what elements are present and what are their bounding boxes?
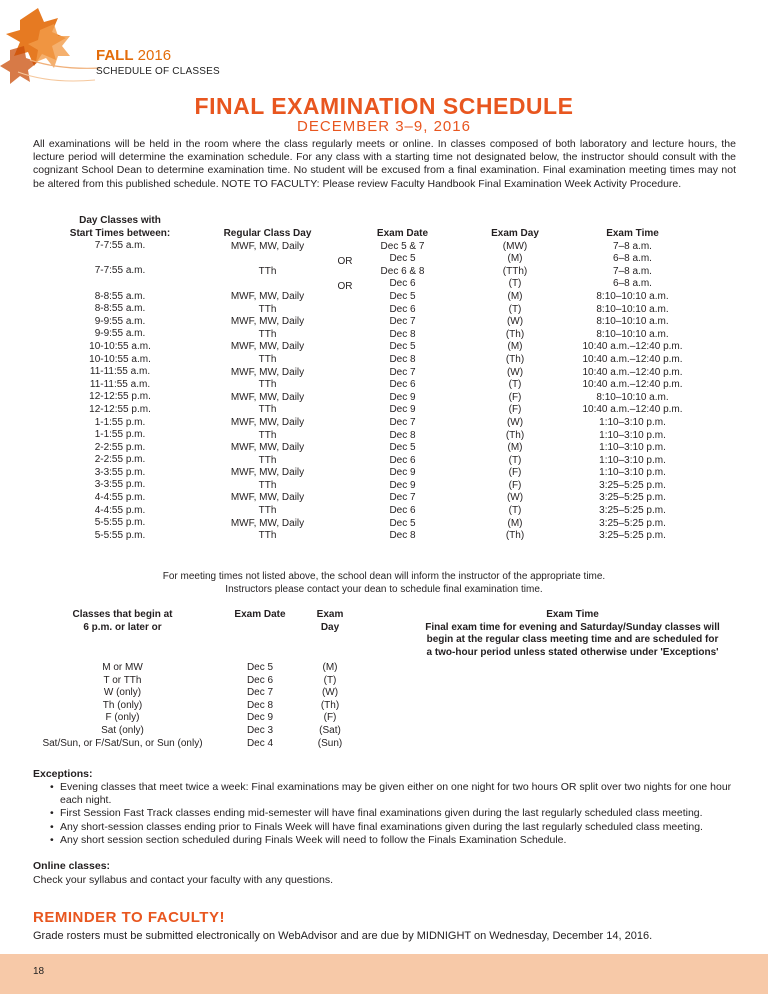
evening-date-cell: Dec 4 <box>246 737 274 749</box>
exam-date-cell: Dec 8 <box>389 328 416 340</box>
exception-text: Any short session section scheduled during Finals Week will need to follow the Finals Examination Schedule. <box>60 833 567 846</box>
start-time-cell: 11-11:55 a.m. <box>89 366 151 378</box>
online-classes-text: Check your syllabus and contact your faculty with any questions. <box>33 874 333 886</box>
exception-text: First Session Fast Track classes ending mid-semester will have final examinations given during the last regularly scheduled class meeting. <box>60 807 703 820</box>
exam-date-cell: Dec 5 <box>389 253 416 265</box>
note-line: For meeting times not listed above, the school dean will inform the instructor of the appropriate time. <box>162 571 606 582</box>
bullet-icon: • <box>50 820 54 833</box>
exam-day-header: Exam Day <box>491 228 539 239</box>
start-time-cell: 12-12:55 p.m. <box>89 391 151 403</box>
evening-time-header <box>400 609 745 659</box>
exam-time-cell: 3:25–5:25 p.m. <box>599 505 666 517</box>
bullet-icon: • <box>50 833 54 846</box>
regular-day-cell: TTh <box>258 328 277 340</box>
evening-start-header-line1: Classes that begin at <box>72 609 173 620</box>
exceptions-heading: Exceptions: <box>33 768 93 780</box>
exam-date-cell: Dec 9 <box>389 404 416 416</box>
start-time-cell: 10-10:55 a.m. <box>89 340 151 352</box>
evening-day-cell: (M) <box>322 662 338 673</box>
exam-date-cell: Dec 8 <box>389 429 416 441</box>
evening-start-list <box>30 662 215 750</box>
exam-time-cell: 10:40 a.m.–12:40 p.m. <box>582 379 683 391</box>
evening-day-header <box>305 609 355 634</box>
exception-item <box>33 781 743 807</box>
autumn-leaves-logo <box>0 0 110 100</box>
regular-day-cell: MWF, MW, Daily <box>230 240 305 252</box>
start-time-cell: 3-3:55 p.m. <box>94 466 146 478</box>
evening-start-cell: W (only) <box>103 687 142 699</box>
evening-day-cell: (F) <box>323 712 337 724</box>
start-times-header-line2: Start Times between: <box>69 227 171 239</box>
exam-time-cell: 8:10–10:10 a.m. <box>596 290 669 302</box>
exam-time-cell: 3:25–5:25 p.m. <box>599 530 666 542</box>
evening-day-header-line2: Day <box>320 621 340 633</box>
regular-day-cell: TTh <box>258 265 277 277</box>
semester-label <box>96 47 171 65</box>
schedule-subtitle: SCHEDULE OF CLASSES <box>96 66 220 77</box>
bullet-icon: • <box>50 781 54 793</box>
exam-day-cell: (T) <box>508 454 522 466</box>
reminder-text: Grade rosters must be submitted electronically on WebAdvisor and are due by MIDNIGHT on Wednesday, December 14, 2016. <box>33 930 653 942</box>
start-time-cell: 1-1:55 p.m. <box>94 416 146 428</box>
exam-day-cell: (M) <box>507 290 523 302</box>
exam-date-cell: Dec 9 <box>389 467 416 479</box>
exam-date-cell: Dec 6 & 8 <box>380 265 425 277</box>
reminder-heading: REMINDER TO FACULTY! <box>33 909 225 926</box>
evening-start-header <box>30 609 215 634</box>
exam-day-cell: (W) <box>506 416 524 428</box>
exam-day-cell: (M) <box>507 442 523 454</box>
evening-day-list <box>305 662 355 750</box>
exam-time-cell: 3:25–5:25 p.m. <box>599 492 666 504</box>
exception-item <box>33 807 743 820</box>
exception-item <box>33 821 743 834</box>
exam-date-cell: Dec 6 <box>389 505 416 517</box>
evening-date-header: Exam Date <box>234 609 286 620</box>
exam-time-cell: 8:10–10:10 a.m. <box>596 328 669 340</box>
evening-day-cell: (Sun) <box>317 737 343 749</box>
exam-time-cell: 7–8 a.m. <box>613 240 652 252</box>
exam-time-cell: 1:10–3:10 p.m. <box>599 416 666 428</box>
evening-day-cell: (Sat) <box>319 724 341 736</box>
exam-date-cell: Dec 7 <box>389 492 416 504</box>
exam-day-cell: (F) <box>508 467 522 479</box>
start-time-cell: 11-11:55 a.m. <box>89 378 151 390</box>
evening-time-header-line3: begin at the regular class meeting time and are scheduled for <box>426 634 719 646</box>
exam-date-cell: Dec 5 <box>389 442 416 454</box>
regular-day-cell: TTh <box>258 303 277 315</box>
regular-day-cell: MWF, MW, Daily <box>230 391 305 403</box>
start-time-cell: 2-2:55 p.m. <box>94 441 146 453</box>
exam-date-cell: Dec 7 <box>389 316 416 328</box>
note-line: Instructors please contact your dean to schedule final examination time. <box>225 583 543 595</box>
online-classes-heading: Online classes: <box>33 860 111 872</box>
regular-day-cell: MWF, MW, Daily <box>230 316 305 328</box>
exam-date-cell: Dec 8 <box>389 353 416 365</box>
evening-day-header-line1: Exam <box>316 609 344 620</box>
exam-day-cell: (T) <box>508 278 522 290</box>
evening-start-cell: F (only) <box>105 712 140 724</box>
exam-date-cell: Dec 5 <box>389 517 416 529</box>
exam-time-cell: 10:40 a.m.–12:40 p.m. <box>582 404 683 416</box>
exam-time-cell: 3:25–5:25 p.m. <box>599 479 666 491</box>
exam-date-cell: Dec 5 & 7 <box>380 240 425 252</box>
exam-date-cell: Dec 5 <box>389 341 416 353</box>
regular-day-cell: MWF, MW, Daily <box>230 442 305 454</box>
regular-day-cell: MWF, MW, Daily <box>230 467 305 479</box>
bullet-icon: • <box>50 807 54 820</box>
exam-day-cell: (Th) <box>505 328 525 340</box>
regular-day-cell: TTh <box>258 404 277 416</box>
start-time-cell: 8-8:55 a.m. <box>94 290 146 302</box>
exam-date-range: DECEMBER 3–9, 2016 <box>297 118 471 135</box>
evening-start-header-line2: 6 p.m. or later or <box>83 621 162 633</box>
regular-day-cell: TTh <box>258 479 277 491</box>
exam-time-cell: 10:40 a.m.–12:40 p.m. <box>582 366 683 378</box>
exam-date-cell: Dec 7 <box>389 366 416 378</box>
regular-day-header: Regular Class Day <box>223 228 312 239</box>
start-times-column <box>55 215 185 542</box>
exam-day-cell: (MW) <box>502 240 528 252</box>
regular-day-cell: MWF, MW, Daily <box>230 517 305 529</box>
evening-day-cell: (W) <box>321 687 339 699</box>
start-time-cell: 8-8:55 a.m. <box>94 303 146 315</box>
exception-text: Any short-session classes ending prior to Finals Week will have final examinations given during the last regularly scheduled class meeting. <box>60 820 703 833</box>
exam-date-column <box>365 228 440 543</box>
exam-time-cell: 7–8 a.m. <box>613 265 652 277</box>
evening-date-cell: Dec 3 <box>246 724 274 736</box>
evening-start-cell: M or MW <box>102 662 143 673</box>
start-time-cell: 9-9:55 a.m. <box>94 328 146 340</box>
exam-date-cell: Dec 7 <box>389 416 416 428</box>
regular-day-cell: TTh <box>258 454 277 466</box>
exam-time-cell: 10:40 a.m.–12:40 p.m. <box>582 353 683 365</box>
exam-day-cell: (F) <box>508 391 522 403</box>
exam-date-cell: Dec 6 <box>389 303 416 315</box>
regular-day-cell: TTh <box>258 530 277 542</box>
regular-day-cell: MWF, MW, Daily <box>230 290 305 302</box>
exam-day-cell: (W) <box>506 366 524 378</box>
exam-time-cell: 1:10–3:10 p.m. <box>599 454 666 466</box>
exception-item <box>33 834 743 847</box>
exceptions-list <box>33 781 743 847</box>
exam-day-cell: (F) <box>508 479 522 491</box>
exam-day-cell: (F) <box>508 404 522 416</box>
evening-start-cell: Th (only) <box>102 699 143 711</box>
start-time-cell: 4-4:55 p.m. <box>94 492 146 504</box>
exam-day-cell: (M) <box>507 517 523 529</box>
start-time-cell: 7-7:55 a.m. <box>94 240 146 252</box>
exam-date-cell: Dec 6 <box>389 454 416 466</box>
evening-start-cell: T or TTh <box>103 674 142 686</box>
regular-day-cell: MWF, MW, Daily <box>230 366 305 378</box>
exam-day-cell: (Th) <box>505 353 525 365</box>
semester-year: 2016 <box>137 47 172 64</box>
page-number: 18 <box>33 966 45 977</box>
regular-day-column <box>200 228 335 543</box>
exception-text: Evening classes that meet twice a week: Final examinations may be given either on one night for two hours OR split over two nights for one hour each night. <box>60 781 732 807</box>
exam-day-column <box>485 228 545 543</box>
evening-time-header-line2: Final exam time for evening and Saturday/Sunday classes will <box>425 621 720 633</box>
evening-day-cell: (T) <box>323 674 337 686</box>
start-time-cell: 10-10:55 a.m. <box>89 353 151 365</box>
or-label: OR <box>337 256 353 267</box>
exam-date-header: Exam Date <box>376 228 429 239</box>
or-label: OR <box>337 281 353 293</box>
exam-time-cell: 6–8 a.m. <box>613 253 652 265</box>
unlisted-times-note <box>100 571 668 596</box>
exam-time-cell: 8:10–10:10 a.m. <box>596 391 669 403</box>
evening-date-cell: Dec 7 <box>246 687 274 699</box>
exam-day-cell: (TTh) <box>502 265 528 277</box>
fall-word: FALL <box>96 47 134 64</box>
start-times-header-line1: Day Classes with <box>79 215 161 226</box>
evening-start-cell: Sat (only) <box>101 724 144 736</box>
footer-bar <box>0 954 768 994</box>
start-time-cell: 7-7:55 a.m. <box>94 265 146 277</box>
exam-date-cell: Dec 6 <box>389 278 416 290</box>
exam-time-cell: 6–8 a.m. <box>613 278 652 290</box>
intro-paragraph: All examinations will be held in the room where the class regularly meets or online. In classes composed of both laboratory and lecture hours, the lecture period will determine the examination schedule. For any class with a starting time not designated below, the instructor should consult with the cognizant School Dean to determine examination time. No student will be excused from a final examination. Final examination meeting times may not be altered from this published schedule. NOTE TO FACULTY: Please review Faculty Handbook Final Examination Week Activity Procedure. <box>33 138 736 190</box>
start-time-cell: 5-5:55 p.m. <box>94 529 146 541</box>
exam-date-cell: Dec 9 <box>389 391 416 403</box>
start-time-cell: 9-9:55 a.m. <box>94 315 146 327</box>
exam-day-cell: (W) <box>506 492 524 504</box>
exam-time-cell: 1:10–3:10 p.m. <box>599 442 666 454</box>
regular-day-cell: TTh <box>258 379 277 391</box>
exam-time-cell: 1:10–3:10 p.m. <box>599 429 666 441</box>
exam-date-cell: Dec 8 <box>389 530 416 542</box>
evening-date-list <box>230 662 290 750</box>
evening-time-header-line4: a two-hour period unless stated otherwise under 'Exceptions' <box>426 646 719 658</box>
regular-day-cell: TTh <box>258 353 277 365</box>
regular-day-cell: MWF, MW, Daily <box>230 341 305 353</box>
page-title: FINAL EXAMINATION SCHEDULE <box>194 93 574 119</box>
evening-date-cell: Dec 6 <box>246 674 274 686</box>
exam-time-cell: 1:10–3:10 p.m. <box>599 467 666 479</box>
or-column <box>330 256 360 294</box>
regular-day-cell: MWF, MW, Daily <box>230 416 305 428</box>
start-time-cell: 2-2:55 p.m. <box>94 454 146 466</box>
regular-day-cell: MWF, MW, Daily <box>230 492 305 504</box>
evening-day-cell: (Th) <box>320 699 340 711</box>
exam-time-cell: 3:25–5:25 p.m. <box>599 517 666 529</box>
regular-day-cell: TTh <box>258 429 277 441</box>
evening-date-cell: Dec 9 <box>246 712 274 724</box>
exam-day-cell: (Th) <box>505 429 525 441</box>
exam-day-cell: (T) <box>508 505 522 517</box>
evening-time-header-line1: Exam Time <box>546 609 599 620</box>
exam-day-cell: (Th) <box>505 530 525 542</box>
exam-time-cell: 8:10–10:10 a.m. <box>596 316 669 328</box>
exam-day-cell: (W) <box>506 316 524 328</box>
exam-day-cell: (T) <box>508 379 522 391</box>
exam-date-cell: Dec 9 <box>389 479 416 491</box>
evening-start-cell: Sat/Sun, or F/Sat/Sun, or Sun (only) <box>42 737 203 749</box>
evening-date-cell: Dec 5 <box>246 662 274 673</box>
exam-time-column <box>565 228 700 543</box>
exam-day-cell: (T) <box>508 303 522 315</box>
start-time-cell: 5-5:55 p.m. <box>94 517 146 529</box>
start-time-cell: 4-4:55 p.m. <box>94 504 146 516</box>
exam-date-cell: Dec 5 <box>389 290 416 302</box>
exam-date-cell: Dec 6 <box>389 379 416 391</box>
exam-time-cell: 8:10–10:10 a.m. <box>596 303 669 315</box>
exam-time-header: Exam Time <box>606 228 659 239</box>
regular-day-cell: TTh <box>258 505 277 517</box>
exam-time-cell: 10:40 a.m.–12:40 p.m. <box>582 341 683 353</box>
exam-day-cell: (M) <box>507 341 523 353</box>
exam-day-cell: (M) <box>507 253 523 265</box>
start-time-cell: 12-12:55 p.m. <box>89 403 151 415</box>
start-time-cell: 1-1:55 p.m. <box>94 429 146 441</box>
evening-date-cell: Dec 8 <box>246 699 274 711</box>
start-time-cell: 3-3:55 p.m. <box>94 479 146 491</box>
